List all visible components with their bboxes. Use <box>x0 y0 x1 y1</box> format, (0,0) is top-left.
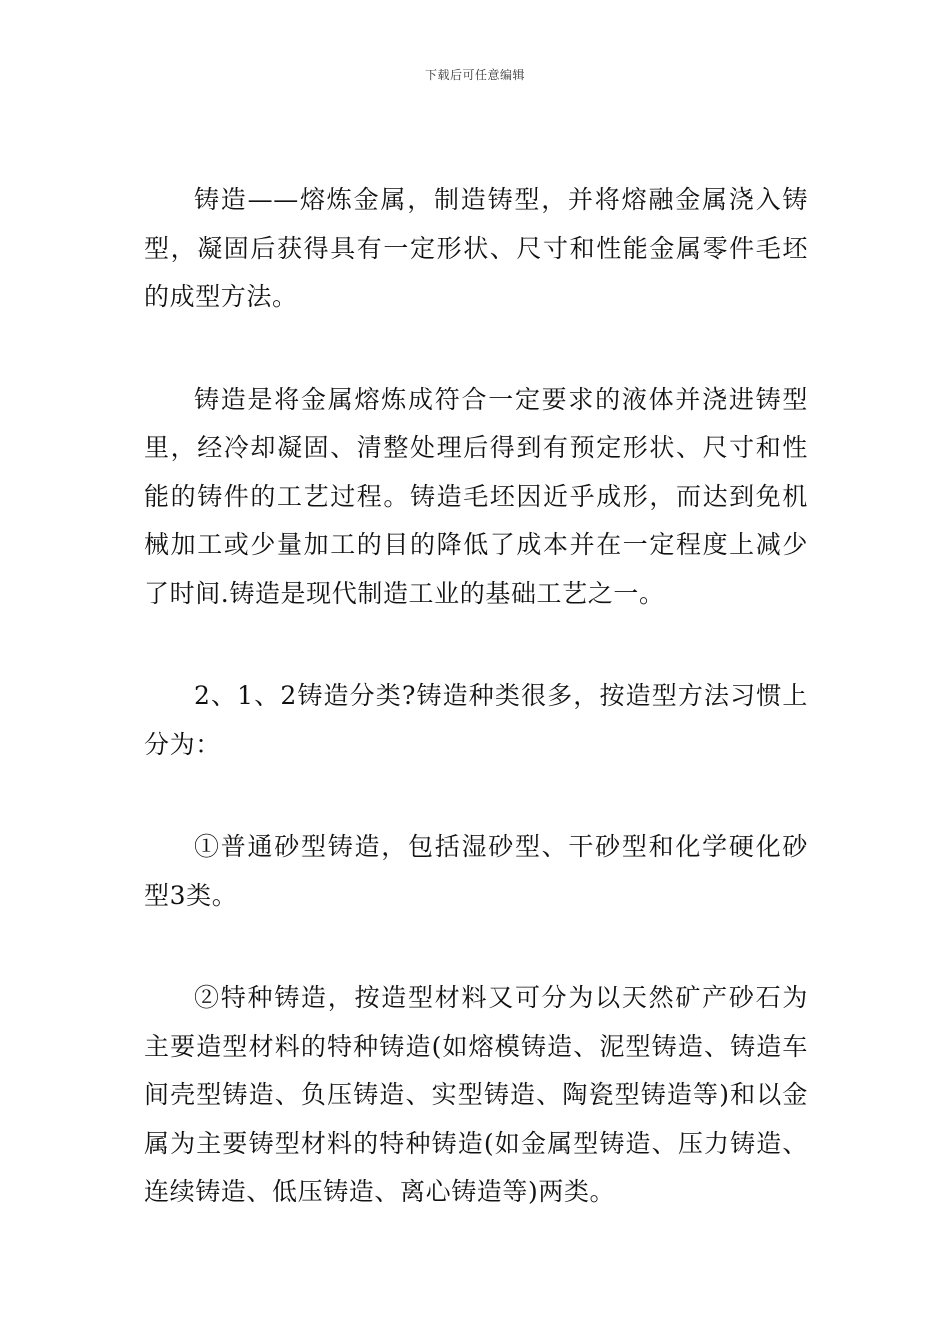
paragraph-special-casting: ②特种铸造，按造型材料又可分为以天然矿产砂石为主要造型材料的特种铸造(如熔模铸造、泥型铸造、铸造车间壳型铸造、负压铸造、实型铸造、陶瓷型铸造等)和以金属为主要铸型材料的特种铸造(如金属型铸造、压力铸造、连续铸造、低压铸造、离心铸造等)两类。 <box>144 983 808 1206</box>
header-note: 下载后可任意编辑 <box>424 68 525 82</box>
paragraph-casting-classification: 2、1、2铸造分类?铸造种类很多，按造型方法习惯上分为： <box>144 681 808 759</box>
paragraph-casting-definition: 铸造——熔炼金属，制造铸型，并将熔融金属浇入铸型，凝固后获得具有一定形状、尺寸和性能金属零件毛坯的成型方法。 <box>144 185 808 311</box>
paragraph-casting-process: 铸造是将金属熔炼成符合一定要求的液体并浇进铸型里，经冷却凝固、清整处理后得到有预定形状、尺寸和性能的铸件的工艺过程。铸造毛坯因近乎成形，而达到免机械加工或少量加工的目的降低了成本并在一定程度上减少了时间.铸造是现代制造工业的基础工艺之一。 <box>144 384 808 608</box>
document-body <box>144 176 808 1271</box>
paragraph-sand-casting: ①普通砂型铸造，包括湿砂型、干砂型和化学硬化砂型3类。 <box>144 832 808 910</box>
